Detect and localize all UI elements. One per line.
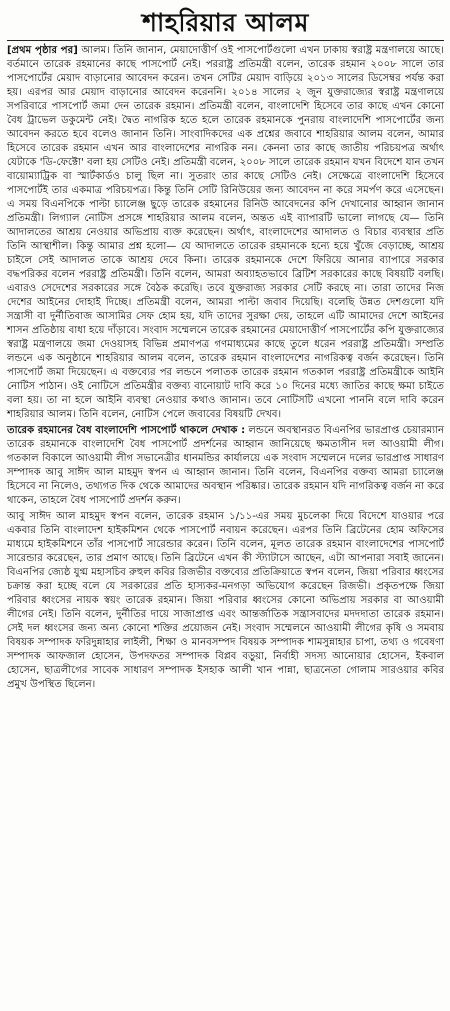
headline-divider — [7, 40, 444, 41]
article-paragraph-2 — [7, 424, 444, 508]
headline: শাহরিয়ার আলম — [142, 8, 309, 37]
paragraph-1-text: আলম। তিনি জানান, মেয়াদোত্তীর্ণ ওই পাসপোর্টগুলো এখন ঢাকায় স্বরাষ্ট্র মন্ত্রণালয়ে আছে। বর্তমানে তারেক রহমানের কাছে পাসপোর্ট নেই। পররাষ্ট্র প্রতিমন্ত্রী বলেন, তারেক রহমান ২০০৮ সালে তার পাসপোর্টের মেয়াদ বাড়ানোর আবেদন করেন। তখন সেটির মেয়াদ বাড়িয়ে ২০১৩ সালের ডিসেম্বর পর্যন্ত করা হয়। এরপর আর মেয়াদ বাড়ানোর আবেদন করেননি। ২০১৪ সালের ২ জুন যুক্তরাজ্যের স্বরাষ্ট্র মন্ত্রণালয়ে সপরিবারে পাসপোর্ট জমা দেন তারেক রহমান। প্রতিমন্ত্রী বলেন, বাংলাদেশি হিসেবে তার কাছে এখন কোনো বৈধ ট্রাভেল ডকুমেন্ট নেই। দ্বৈত নাগরিক হতে হলে তারেক রহমানকে পুনরায় বাংলাদেশি পাসপোর্টের জন্য আবেদন করতে হবে বলেও জানান তিনি। সাংবাদিকদের এক প্রশ্নের জবাবে শাহরিয়ার আলম বলেন, আমার হিসেবে তারেক রহমান এখন আর বাংলাদেশের নাগরিক নন। কেননা তার কাছে জাতীয় পরিচয়পত্র অর্থাৎ যেটাকে 'ডি-ফেক্টো' বলা হয় সেটিও নেই। প্রতিমন্ত্রী বলেন, ২০০৮ সালে তারেক রহমান যখন বিদেশে যান তখন বায়োম্যাট্রিক বা স্মার্টকার্ডও চালু ছিল না। সুতরাং তার কাছে সেটিও নেই। সেক্ষেত্রে বাংলাদেশি হিসেবে পাসপোর্টই তার একমাত্র পরিচয়পত্র। কিন্তু তিনি সেটি রিনিউয়ের জন্য আবেদন না করে সমর্পণ করে এসেছেন। এ সময় বিএনপিকে পাল্টা চ্যালেঞ্জ ছুড়ে তারেক রহমানের রিনিউ আবেদনের কপি দেখানোর আহ্বান জানান প্রতিমন্ত্রী। লিগ্যাল নোটিস প্রসঙ্গে শাহরিয়ার আলম বলেন, অন্তত এই ব্যাপারটি ভালো লাগছে যে— তিনি আদালতের আশ্রয় নেওয়ার অভিপ্রায় ব্যক্ত করেছেন। অর্থাৎ, বাংলাদেশের আদালত ও বিচার ব্যবস্থার প্রতি তিনি আস্থাশীল। কিন্তু আমার প্রশ্ন হলো— যে আদালতে তারেক রহমানকে হন্যে হয়ে খুঁজে বেড়াচ্ছে, আশ্রয় চাইলে সেই আদালত তাকে আশ্রয় দেবে কিনা। তারেক রহমানকে দেশে ফিরিয়ে আনার ব্যাপারে সরকার বদ্ধপরিকর বলেন পররাষ্ট্র প্রতিমন্ত্রী। তিনি বলেন, আমরা অব্যাহতভাবে ব্রিটিশ সরকারের কাছে বিষয়টি বলছি। এবারও সেদেশের সরকারের সঙ্গে বৈঠক করেছি। তবে যুক্তরাজ্য সরকার সেটি করছে না। তারা তাদের নিজ দেশের আইনের দোহাই দিচ্ছে। প্রতিমন্ত্রী বলেন, আমরা পাল্টা জবাব দিয়েছি। বলেছি উন্নত দেশগুলো যদি সন্ত্রাসী বা দুর্নীতিবাজ আসামির সেফ হোম হয়, যদি তাদের সুরক্ষা দেয়, তাহলে এটি আমাদের দেশে আইনের শাসন প্রতিষ্ঠায় বাধা হয়ে দাঁড়াবে। সংবাদ সম্মেলনে তারেক রহমানের মেয়াদোত্তীর্ণ পাসপোর্টের কপি যুক্তরাজ্যের স্বরাষ্ট্র মন্ত্রণালয়ে জমা দেওয়াসহ বিভিন্ন প্রমাণপত্র গণমাধ্যমের কাছে তুলে ধরেন পররাষ্ট্র প্রতিমন্ত্রী। সম্প্রতি লন্ডনে এক অনুষ্ঠানে শাহরিয়ার আলম বলেন, তারেক রহমান বাংলাদেশের নাগরিকত্ব বর্জন করেছেন। তিনি পাসপোর্ট জমা দিয়েছেন। এ বক্তব্যের পর লন্ডনে পলাতক তারেক রহমান গতকাল পররাষ্ট্র প্রতিমন্ত্রীকে আইনি নোটিস পাঠান। ওই নোটিসে প্রতিমন্ত্রীর বক্তব্য বানোয়াট দাবি করে ১০ দিনের মধ্যে জাতির কাছে ক্ষমা চাইতে বলা হয়। তা না হলে আইনি ব্যবস্থা নেওয়ার কথাও জানান। তবে নোটিসটি এখনো পাননি বলে দাবি করেন শাহরিয়ার আলম। তিনি বলেন, নোটিস পেলে জবাবের বিষয়টি দেখব। — [7, 45, 444, 420]
subheading: তারেক রহমানের বৈধ বাংলাদেশি পাসপোর্ট থাকলে দেখাক : — [7, 425, 246, 436]
paragraph-2-text: লন্ডনে অবস্থানরত বিএনপির ভারপ্রাপ্ত চেয়ারম্যান তারেক রহমানকে বাংলাদেশি বৈধ পাসপোর্ট প্রদর্শনের আহ্বান জানিয়েছে ক্ষমতাসীন দল আওয়ামী লীগ। গতকাল বিকালে আওয়ামী লীগ সভানেত্রীর ধানমন্ডির কার্যালয়ে এক সংবাদ সম্মেলনে দলের ভারপ্রাপ্ত সাধারণ সম্পাদক আবু সাঈদ আল মাহমুদ স্বপন এ আহ্বান জানান। তিনি বলেন, বিএনপির বক্তব্য আমরা চ্যালেঞ্জ হিসেবে না নিলেও, তথ্যগত দিক থেকে আমাদের অবস্থান পরিষ্কার। তারেক রহমান যদি নাগরিকত্ব বর্জন না করে থাকেন, তাহলে বৈধ পাসপোর্ট প্রদর্শন করুন। — [7, 425, 444, 506]
continuation-tag: [প্রথম পৃষ্ঠার পর] — [7, 45, 78, 56]
article-paragraph-3: আবু সাঈদ আল মাহমুদ স্বপন বলেন, তারেক রহমান ১/১১-এর সময় মুচলেকা দিয়ে বিদেশে যাওয়ার পরে একবার তিনি বাংলাদেশ হাইকমিশন থেকে পাসপোর্ট নবায়ন করেছেন। এরপর তিনি ব্রিটেনের হোম অফিসের মাধ্যমে হাইকমিশনে তাঁর পাসপোর্ট সারেন্ডার করেন। তিনি বলেন, মূলত তারেক রহমান বাংলাদেশের পাসপোর্ট সারেন্ডার করেছেন, তার প্রমাণ আছে। তিনি ব্রিটেনে এখন কী স্ট্যাটাসে আছেন, এটা আপনারা সবাই জানেন। বিএনপির জ্যেষ্ঠ যুগ্ম মহাসচিব রুহুল কবির রিজভীর বক্তব্যের প্রতিক্রিয়াতে স্বপন বলেন, জিয়া পরিবার ধ্বংসের চক্রান্ত করা হচ্ছে বলে যে সরকারের প্রতি হাস্যকর-মনগড়া অভিযোগ করেছেন রিজভী। প্রকৃতপক্ষে জিয়া পরিবার ধ্বংসের নায়ক স্বয়ং তারেক রহমান। জিয়া পরিবার ধ্বংসের কোনো অভিপ্রায় সরকার বা আওয়ামী লীগের নেই। তিনি বলেন, দুর্নীতির দায়ে সাজাপ্রাপ্ত এবং আন্তর্জাতিক সন্ত্রাসবাদের মদদদাতা তারেক রহমান। সেই দল ধ্বংসের জন্য অন্য কোনো শক্তির প্রয়োজন নেই। সংবাদ সম্মেলনে আওয়ামী লীগের কৃষি ও সমবায় বিষয়ক সম্পাদক ফরিদুন্নাহার লাইলী, শিক্ষা ও মানবসম্পদ বিষয়ক সম্পাদক শামসুন্নাহার চাপা, তথ্য ও গবেষণা সম্পাদক আফজাল হোসেন, উপদফতর সম্পাদক বিপ্লব বড়ুয়া, নির্বাহী সদস্য আনোয়ার হোসেন, ইকবাল হোসেন, ছাত্রলীগের সাবেক সাধারণ সম্পাদক ইসহাক আলী খান পান্না, ছাত্রনেতা গোলাম সারওয়ার কবির প্রমুখ উপস্থিত ছিলেন। — [7, 511, 444, 690]
article-paragraph-1 — [7, 44, 444, 422]
